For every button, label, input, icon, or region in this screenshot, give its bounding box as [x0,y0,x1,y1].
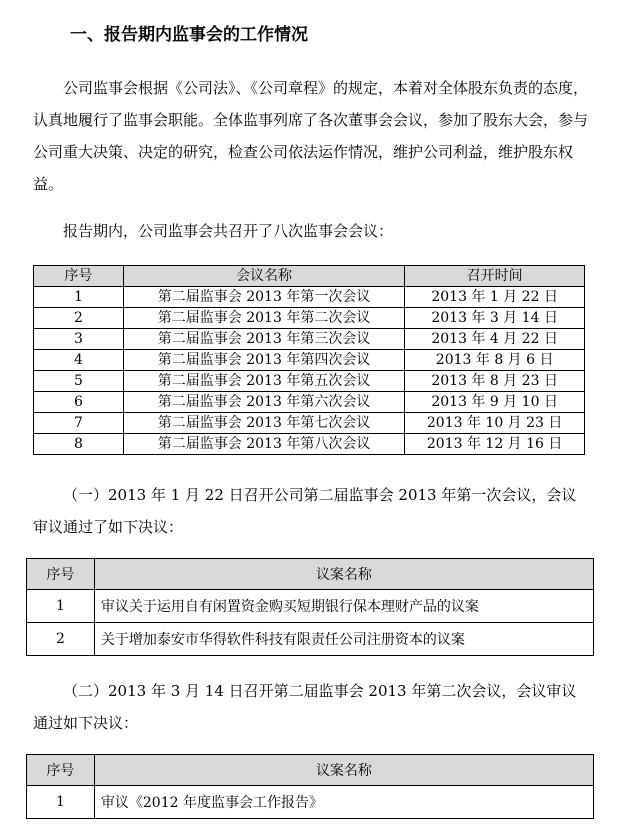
table-row [34,392,585,413]
table-row [34,434,585,455]
col-header-motion-name: 议案名称 [94,559,593,590]
table-row [27,786,594,819]
cell-meeting-name: 第二届监事会 2013 年第七次会议 [123,413,404,434]
col-header-index: 序号 [27,559,95,590]
table-header-row [27,755,594,786]
col-header-index: 序号 [27,755,95,786]
section1-table [26,558,594,656]
cell-meeting-name: 第二届监事会 2013 年第八次会议 [123,434,404,455]
cell-motion-name: 审议《2012 年度监事会工作报告》 [94,786,593,819]
cell-date: 2013 年 3 月 14 日 [405,308,585,329]
cell-date: 2013 年 10 月 23 日 [405,413,585,434]
cell-meeting-name: 第二届监事会 2013 年第三次会议 [123,329,404,350]
cell-meeting-name: 第二届监事会 2013 年第一次会议 [123,287,404,308]
cell-index: 6 [34,392,124,413]
cell-date: 2013 年 8 月 23 日 [405,371,585,392]
table-row [27,590,594,623]
intro-paragraph: 公司监事会根据《公司法》、《公司章程》的规定，本着对全体股东负责的态度，认真地履行了监事会职能。全体监事列席了各次董事会会议，参加了股东大会，参与公司重大决策、决定的研究，检查公司依法运作情况，维护公司利益，维护股东权益。 [33,79,589,193]
cell-motion-name: 审议关于运用自有闲置资金购买短期银行保本理财产品的议案 [94,590,593,623]
table-row [27,623,594,656]
cell-index: 1 [27,590,95,623]
table-row [34,329,585,350]
cell-index: 1 [34,287,124,308]
col-header-meeting-name: 会议名称 [123,266,404,287]
meetings-table [33,265,585,455]
cell-index: 8 [34,434,124,455]
cell-meeting-name: 第二届监事会 2013 年第六次会议 [123,392,404,413]
cell-date: 2013 年 12 月 16 日 [405,434,585,455]
table-row [34,350,585,371]
col-header-index: 序号 [34,266,124,287]
cell-date: 2013 年 8 月 6 日 [405,350,585,371]
table-header-row [34,266,585,287]
section1-paragraph: （一）2013 年 1 月 22 日召开公司第二届监事会 2013 年第一次会议，会议审议通过了如下决议： [33,486,577,536]
table-header-row [27,559,594,590]
meetings-intro: 报告期内，公司监事会共召开了八次监事会会议： [63,222,394,240]
cell-index: 5 [34,371,124,392]
cell-date: 2013 年 1 月 22 日 [405,287,585,308]
table-row [34,308,585,329]
table-row [34,371,585,392]
table-row [34,287,585,308]
cell-date: 2013 年 4 月 22 日 [405,329,585,350]
cell-date: 2013 年 9 月 10 日 [405,392,585,413]
cell-index: 2 [27,623,95,656]
table-row [34,413,585,434]
cell-index: 1 [27,786,95,819]
col-header-date: 召开时间 [405,266,585,287]
section2-table [26,754,594,819]
cell-motion-name: 关于增加泰安市华得软件科技有限责任公司注册资本的议案 [94,623,593,656]
cell-index: 3 [34,329,124,350]
cell-index: 2 [34,308,124,329]
cell-meeting-name: 第二届监事会 2013 年第二次会议 [123,308,404,329]
cell-meeting-name: 第二届监事会 2013 年第四次会议 [123,350,404,371]
cell-index: 4 [34,350,124,371]
cell-index: 7 [34,413,124,434]
col-header-motion-name: 议案名称 [94,755,593,786]
section-heading: 一、报告期内监事会的工作情况 [70,25,308,45]
cell-meeting-name: 第二届监事会 2013 年第五次会议 [123,371,404,392]
section2-paragraph: （二）2013 年 3 月 14 日召开第二届监事会 2013 年第二次会议，会议审议通过如下决议： [33,682,577,732]
